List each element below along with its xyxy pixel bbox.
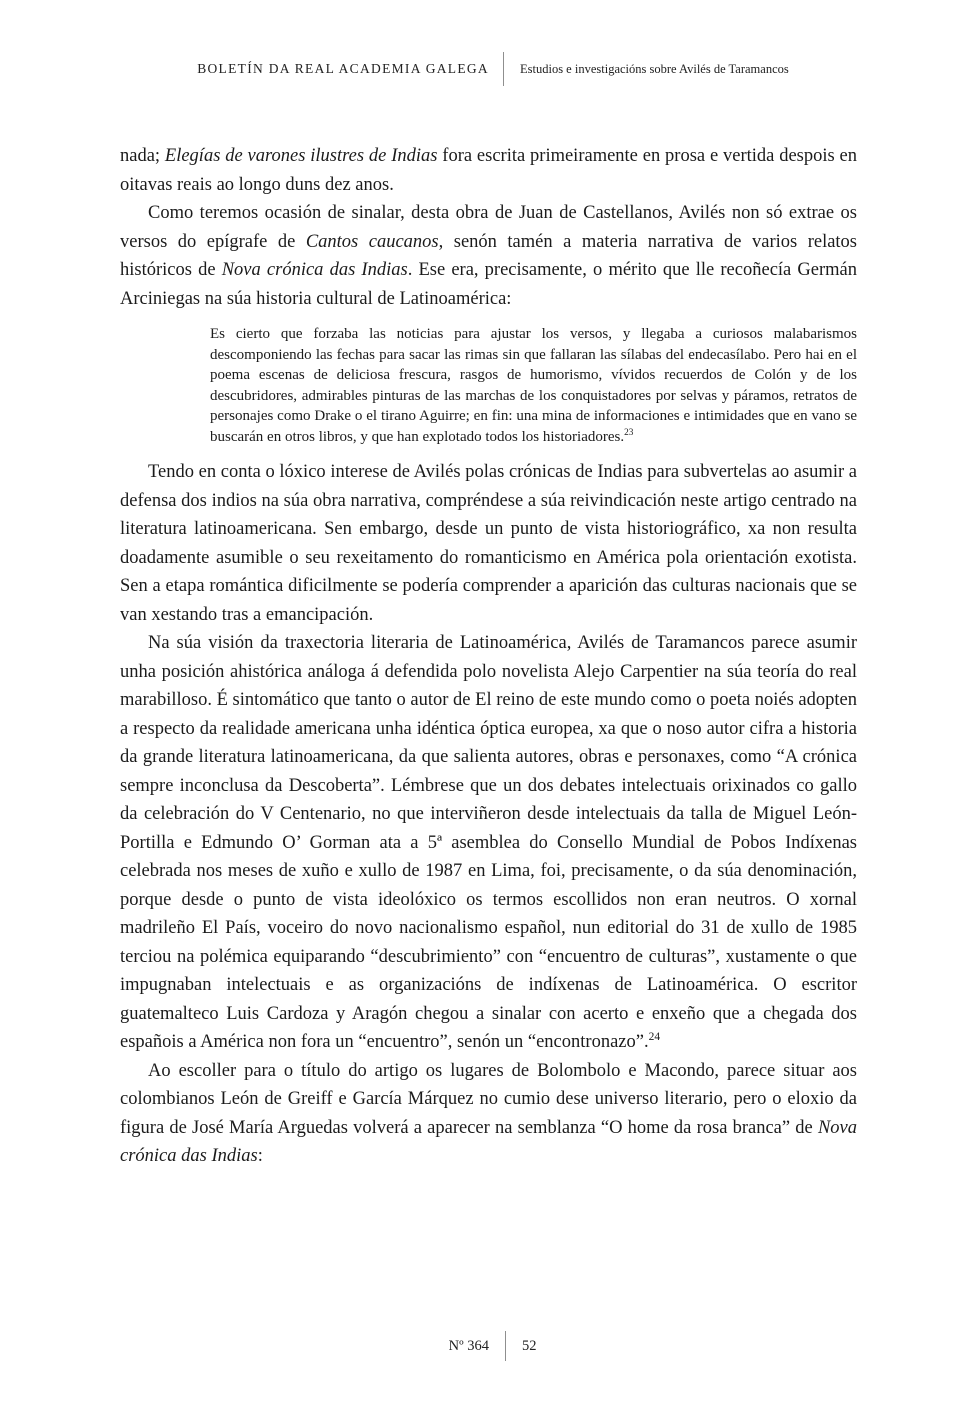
section-title: Estudios e investigacións sobre Avilés de Taramancos	[520, 61, 789, 76]
paragraph: Como teremos ocasión de sinalar, desta obra de Juan de Castellanos, Avilés non só extrae os versos do epígrafe de Cantos caucanos, senón tamén a materia narrativa de varios relatos históricos de Nova crónica das Indias. Ese era, precisamente, o mérito que lle recoñecía Germán Arciniegas na súa historia cultural de Latinoamérica:	[120, 203, 858, 309]
paragraph: Ao escoller para o título do artigo os lugares de Bolombolo e Macondo, parece situar aos colombianos León de Greiff e García Márquez no cumio dese universo literario, pero o eloxio da figura de José María Arguedas volverá a aparecer na semblanza “O home da rosa branca” de Nova crónica das Indias:	[120, 1060, 857, 1166]
issue-number: Nº 364	[448, 1337, 489, 1354]
paragraph: Tendo en conta o lóxico interese de Avilés polas crónicas de Indias para subvertelas ao asumir a defensa dos indios na súa obra narrativa, compréndese a súa reivindicación neste artigo centrado na literatura latinoamericana. Sen embargo, desde un punto de vista historiográfico, xa non resulta doadamente asumible o seu rexeitamento do romanticismo en América pola orientación exotista. Sen a etapa romántica dificilmente se podería comprender a aparición das culturas nacionais que se van xestando tras a emancipación.	[120, 462, 857, 625]
blockquote-citation: Es cierto que forzaba las noticias para ajustar los versos, y llegaba a curiosos malabarismos descomponiendo las fechas para sacar las rimas sin que fallaran las sílabas del endecasílabo. Pero hai en el poema escenas de deliciosa frescura, rasgos de humorismo, vívidos recuerdos de Colón y de los descubridores, admirables pinturas de las marchas de los conquistadores por selvas y páramos, retratos de personajes como Drake o el tirano Aguirre; en fin: una mina de informaciones e intimidades que en vano se buscarán en otros libros, y que han explotado todos los historiadores.$^{23}$	[210, 326, 857, 445]
paragraph-continuation: nada; Elegías de varones ilustres de Indias fora escrita primeiramente en prosa e vertida despois en oitavas reais ao longo duns dez anos.	[120, 146, 857, 195]
running-header	[120, 0, 857, 86]
journal-title: BOLETÍN DA REAL ACADEMIA GALEGA	[197, 61, 489, 76]
paragraph: Na súa visión da traxectoria literaria de Latinoamérica, Avilés de Taramancos parece asumir unha posición ahistórica análoga á defendida polo novelista Alejo Carpentier na súa teoría do real marabilloso. É sintomático que tanto o autor de El reino de este mundo como o poeta noiés adopten a respecto da realidade americana unha idéntica óptica europea, xa que o noso autor cifra a historia da grande literatura latinoamericana, da que salienta autores, obras e personaxes, como “A crónica sempre inconclusa da Descoberta”. Lémbrese que un dos debates intelectuais orixinados co gallo da celebración do V Centenario, no que interviñeron desde intelectuais da talla de Miguel León-Portilla e Edmundo O’ Gorman ata a 5ª asemblea do Consello Mundial de Pobos Indíxenas celebrada nos meses de xuño e xullo de 1987 en Lima, foi, precisamente, o da súa denominación, porque desde o punto de vista ideolóxico os termos escollidos non eran neutros. O xornal madrileño El País, voceiro do novo nacionalismo español, nun editorial do 31 de xullo de 1985 terciou na polémica equiparando “descubrimiento” con “encuentro de culturas”, xustamente o que impugnaban intelectuais e as organizacións de indíxenas de Latinoamérica. O escritor guatemalteco Luis Cardoza y Aragón chegou a sinalar con acerto e enxeño que a chegada dos españois a América non fora un “encuentro”, senón un “encontronazo”.$^{24}$	[120, 633, 857, 1052]
page-number: 52	[522, 1337, 537, 1354]
article-body	[120, 142, 857, 1171]
running-footer	[120, 1331, 857, 1361]
